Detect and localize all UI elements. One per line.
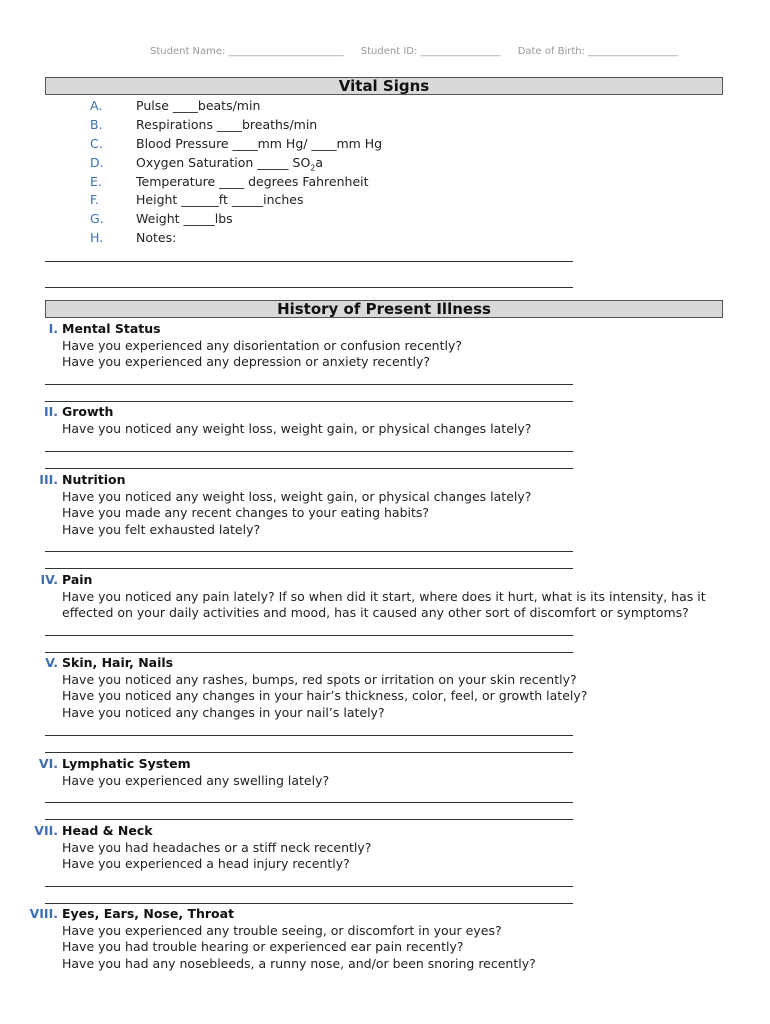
section-title: Pain [62,572,93,587]
vital-sign-item[interactable] [90,210,382,229]
student-info-header [150,46,692,57]
item-letter: C. [90,135,103,151]
answer-line[interactable] [45,886,573,887]
section-title: Head & Neck [62,823,153,838]
section-numeral: I. [48,321,58,336]
section-numeral: V. [45,655,58,670]
hpi-section-eyes-ears-nose-throat [0,906,770,972]
question: effected on your daily activities and mood, has it caused any other sort of discomfort or symptoms? [62,605,689,621]
question: Have you noticed any changes in your nail’s lately? [62,704,385,720]
item-text: Blood Pressure ____mm Hg/ ____mm Hg [136,135,383,151]
question: Have you had trouble hearing or experienced ear pain recently? [62,939,464,955]
answer-line[interactable] [45,635,573,636]
item-text-post: a [315,154,324,170]
hpi-section-growth [0,404,770,437]
answer-line[interactable] [45,903,573,904]
question: Have you made any recent changes to your eating habits? [62,505,430,521]
vital-sign-item[interactable] [90,229,382,248]
vital-sign-item[interactable] [90,135,382,154]
item-text: Respirations ____breaths/min [136,116,318,132]
item-letter: A. [90,98,103,113]
section-title: Lymphatic System [62,756,191,771]
date-of-birth-field[interactable]: Date of Birth: __________________ [517,46,679,57]
vital-signs-header: Vital Signs [45,77,723,95]
answer-line[interactable] [45,551,573,552]
question: Have you experienced any disorientation or confusion recently? [62,337,462,353]
section-numeral: IV. [40,572,58,587]
vital-sign-item[interactable] [90,97,382,116]
question: Have you noticed any weight loss, weight gain, or physical changes lately? [62,488,532,504]
question: Have you experienced any swelling lately? [62,772,330,788]
answer-line[interactable] [45,819,573,820]
hpi-section-nutrition [0,472,770,538]
section-numeral: VI. [38,756,58,771]
vital-sign-item[interactable] [90,154,382,173]
section-title: Mental Status [62,321,161,336]
answer-line[interactable] [45,468,573,469]
question: Have you experienced any trouble seeing, or discomfort in your eyes? [62,922,502,938]
hpi-header: History of Present Illness [45,300,723,318]
section-numeral: III. [39,472,58,487]
answer-line[interactable] [45,384,573,385]
vital-sign-item[interactable] [90,173,382,192]
question: Have you had any nosebleeds, a runny nose, and/or been snoring recently? [62,955,536,971]
question: Have you noticed any rashes, bumps, red spots or irritation on your skin recently? [62,671,577,687]
answer-line[interactable] [45,735,573,736]
item-text: Height ______ft _____inches [136,192,304,208]
student-id-field[interactable]: Student ID: ________________ [360,46,501,57]
notes-line[interactable] [45,261,573,262]
item-text: Notes: [136,230,177,246]
answer-line[interactable] [45,652,573,653]
item-letter: H. [90,230,104,246]
question: Have you experienced any depression or anxiety recently? [62,354,430,370]
answer-line[interactable] [45,451,573,452]
hpi-section-mental-status [0,321,770,371]
question: Have you noticed any changes in your hair’s thickness, color, feel, or growth lately? [62,688,588,704]
vital-sign-item[interactable] [90,191,382,210]
section-title: Growth [62,404,114,419]
notes-line[interactable] [45,287,573,288]
item-letter: G. [90,211,104,227]
question: Have you noticed any pain lately? If so when did it start, where does it hurt, what is its intensity, has it [62,588,706,604]
section-numeral: II. [43,404,58,419]
vital-signs-list [90,97,382,248]
item-text: Pulse ____beats/min [136,98,261,113]
answer-line[interactable] [45,752,573,753]
item-letter: E. [90,173,102,189]
item-text: Weight _____lbs [136,211,233,227]
item-letter: D. [90,154,104,170]
hpi-section-head-neck [0,823,770,873]
vital-sign-item[interactable] [90,116,382,135]
section-numeral: VIII. [29,906,58,921]
section-title: Skin, Hair, Nails [62,655,174,670]
item-letter: B. [90,116,103,132]
item-text: Temperature ____ degrees Fahrenheit [136,173,369,189]
answer-line[interactable] [45,401,573,402]
hpi-section-skin-hair-nails [0,655,770,721]
section-title: Nutrition [62,472,126,487]
question: Have you had headaches or a stiff neck recently? [62,839,372,855]
item-subscript: 2 [310,163,316,173]
item-letter: F. [90,192,100,208]
hpi-section-pain [0,572,770,622]
question: Have you noticed any weight loss, weight gain, or physical changes lately? [62,420,532,436]
student-name-field[interactable]: Student Name: _______________________ [150,46,344,57]
hpi-section-lymphatic-system [0,756,770,789]
item-text-pre: Oxygen Saturation _____ SO [136,154,311,170]
answer-line[interactable] [45,802,573,803]
section-title: Eyes, Ears, Nose, Throat [62,906,235,921]
question: Have you felt exhausted lately? [62,521,261,537]
section-numeral: VII. [34,823,58,838]
question: Have you experienced a head injury recently? [62,856,350,872]
answer-line[interactable] [45,568,573,569]
